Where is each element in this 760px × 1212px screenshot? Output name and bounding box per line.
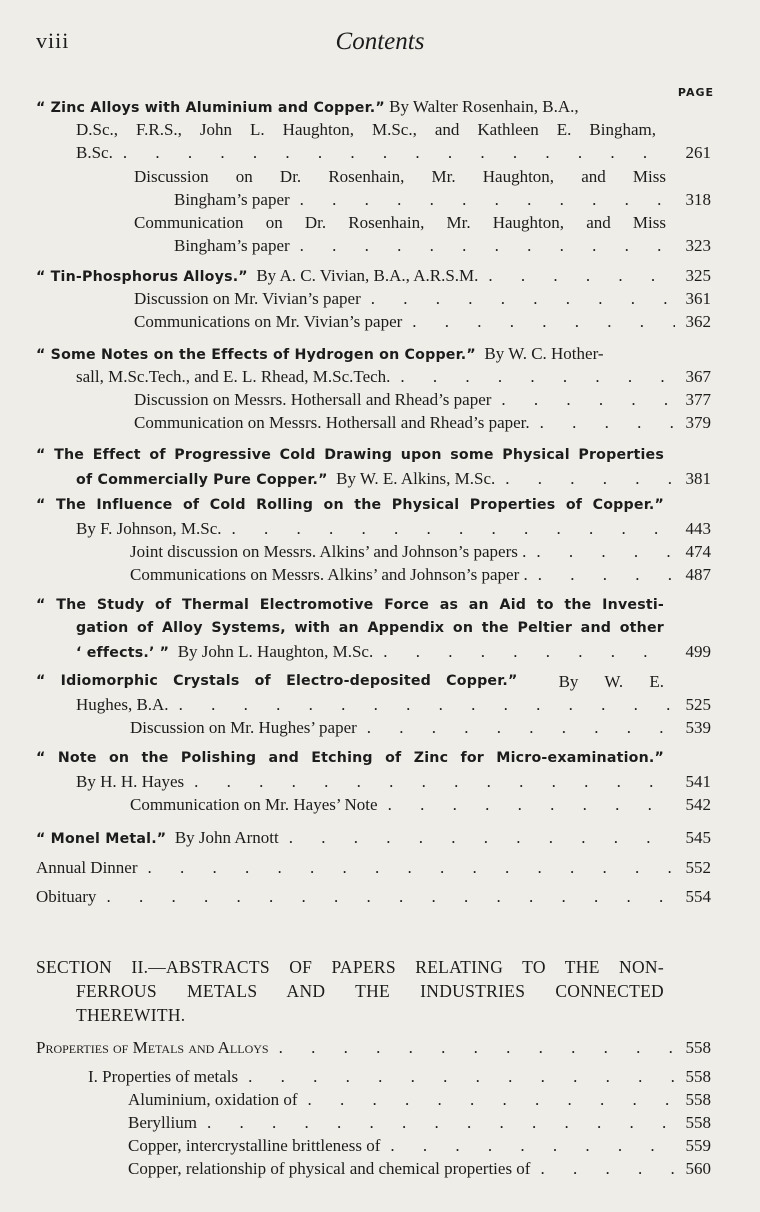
entry-authors: By A. C. Vivian, B.A., A.R.S.M.: [256, 266, 479, 285]
page-number: 261: [685, 143, 711, 162]
page-number: 487: [685, 565, 711, 584]
page-number: 325: [685, 266, 711, 285]
entry-title: “ Note on the Polishing and Etching of Zinc for Micro-examination.”: [36, 750, 664, 766]
toc-entry-thermal-emf: [36, 594, 711, 663]
entry-authors: By Walter Rosenhain, B.A.,: [389, 97, 579, 116]
page-number: 361: [685, 289, 711, 308]
entry-title: “ The Study of Thermal Electromotive Force as an Aid to the Investi-: [36, 597, 664, 613]
page-number: 323: [685, 236, 711, 255]
page-number: 318: [685, 190, 711, 209]
toc-entry-obituary: [36, 885, 711, 908]
running-title: Contents: [335, 28, 425, 55]
sub-entry-leader-line: Bingham’s paper . . . 323: [36, 234, 711, 257]
toc-entry-zinc-alloys: [36, 95, 711, 257]
page-number: 554: [685, 887, 711, 906]
entry-leader-line: Hughes, B.A. . . . 525: [36, 693, 711, 716]
entry-authors: By John Arnott: [174, 828, 279, 847]
page-number: 377: [685, 390, 711, 409]
entry-title: “ The Effect of Progressive Cold Drawing upon some Physical Properties: [36, 447, 664, 463]
page-number: 379: [685, 413, 711, 432]
section-ii-heading: SECTION II.—ABSTRACTS OF PAPERS RELATING TO THE NON- FERROUS METALS AND THE INDUSTRIES CONNECTED THEREWITH.: [36, 957, 664, 1025]
sub-entry-leader-line: Joint discussion on Messrs. Alkins’ and Johnson’s papers . . . . 474: [36, 540, 711, 563]
sub-entry-leader-line: Discussion on Mr. Hughes’ paper . . . 539: [36, 716, 711, 739]
sub-entry-leader-line: Communications on Mr. Vivian’s paper . . . 362: [36, 310, 711, 333]
toc-entry-hydrogen-copper: [36, 342, 711, 434]
page-number: 525: [685, 695, 711, 714]
toc-item-copper-properties: Copper, relationship of physical and chemical properties of . . . 560: [36, 1157, 711, 1180]
toc-entry-tin-phosphorus: [36, 264, 711, 333]
entry-title: “ The Influence of Cold Rolling on the Physical Properties of Copper.”: [36, 497, 664, 513]
section-ii-list: [36, 1036, 711, 1180]
toc-entry-annual-dinner: [36, 856, 711, 879]
sub-entry-discussion: Discussion on Dr. Rosenhain, Mr. Haughton, and Miss: [134, 167, 666, 186]
entry-leader-line: B.Sc. . . . 261: [36, 141, 711, 164]
page-number: 541: [685, 772, 711, 791]
page-number: 443: [685, 519, 711, 538]
entry-leader-line: ‘ effects.’ ” By John L. Haughton, M.Sc. . . . 499: [36, 640, 711, 663]
entry-leader-line: [36, 264, 711, 287]
page-number: 499: [685, 642, 711, 661]
sub-entry-communication: Communication on Dr. Rosenhain, Mr. Haughton, and Miss: [134, 213, 666, 232]
toc-entry-monel-metal: [36, 826, 711, 849]
entry-title: “ Tin-Phosphorus Alloys.”: [36, 269, 248, 285]
toc-item-properties-metals-alloys: Properties of Metals and Alloys . . . 558: [36, 1036, 711, 1059]
toc-item-properties-of-metals: I. Properties of metals . . . 558: [36, 1065, 711, 1088]
toc-entry-cold-rolling: [36, 494, 711, 586]
entry-leader-line: By H. H. Hayes . . . 541: [36, 770, 711, 793]
entry-leader-line: Annual Dinner . . . 552: [36, 856, 711, 879]
page-number: 552: [685, 858, 711, 877]
entry-authors-cont: D.Sc., F.R.S., John L. Haughton, M.Sc., and Kathleen E. Bingham,: [76, 120, 656, 139]
page-number: 367: [685, 367, 711, 386]
entry-title: “ Zinc Alloys with Aluminium and Copper.”: [36, 100, 385, 116]
sub-entry-leader-line: Discussion on Messrs. Hothersall and Rhead’s paper . . . 377: [36, 388, 711, 411]
sub-entry-leader-line: Discussion on Mr. Vivian’s paper . . . 361: [36, 287, 711, 310]
page-number: 558: [685, 1067, 711, 1086]
page-number: 559: [685, 1136, 711, 1155]
page-column-label: PAGE: [677, 86, 714, 99]
entry-authors: By John L. Haughton, M.Sc.: [177, 642, 374, 661]
page-number: 560: [685, 1159, 711, 1178]
page-number: 545: [685, 828, 711, 847]
page-number: 381: [685, 469, 711, 488]
page-number: 474: [685, 542, 711, 561]
entry-leader-line: By F. Johnson, M.Sc. . . . 443: [36, 517, 711, 540]
toc-entry-polishing-etching: [36, 747, 711, 816]
entry-authors: By W. C. Hother-: [484, 344, 604, 363]
page-number: 362: [685, 312, 711, 331]
entry-authors: By W. E.: [558, 672, 664, 691]
entry-leader-line: [36, 826, 711, 849]
entry-title: “ Some Notes on the Effects of Hydrogen on Copper.”: [36, 347, 476, 363]
page-number: 542: [685, 795, 711, 814]
entry-leader-line: sall, M.Sc.Tech., and E. L. Rhead, M.Sc.Tech. . . . 367: [36, 365, 711, 388]
sub-entry-leader-line: Bingham’s paper . . . 318: [36, 188, 711, 211]
toc-item-aluminium: Aluminium, oxidation of . . . 558: [36, 1088, 711, 1111]
entry-leader-line: of Commercially Pure Copper.” By W. E. Alkins, M.Sc. . . . 381: [36, 467, 711, 490]
sub-entry-leader-line: Communication on Messrs. Hothersall and Rhead’s paper. . . . 379: [36, 411, 711, 434]
toc-item-copper-brittleness: Copper, intercrystalline brittleness of . . . 559: [36, 1134, 711, 1157]
entry-leader-line: Obituary . . . 554: [36, 885, 711, 908]
entry-title: “ Monel Metal.”: [36, 831, 167, 847]
sub-entry-leader-line: Communication on Mr. Hayes’ Note . . . 542: [36, 793, 711, 816]
toc-entry-idiomorphic: [36, 670, 711, 739]
page-number: 558: [685, 1090, 711, 1109]
entry-title: “ Idiomorphic Crystals of Electro-deposited Copper.”: [36, 673, 518, 689]
page-folio: viii: [36, 28, 70, 53]
page-number: 539: [685, 718, 711, 737]
entry-authors: By W. E. Alkins, M.Sc.: [336, 469, 496, 488]
entry-title-cont: gation of Alloy Systems, with an Appendix on the Peltier and other: [76, 620, 664, 636]
sub-entry-leader-line: Communications on Messrs. Alkins’ and Johnson’s paper . . . . 487: [36, 563, 711, 586]
toc-item-beryllium: Beryllium . . . 558: [36, 1111, 711, 1134]
page-number: 558: [685, 1113, 711, 1132]
page-number: 558: [685, 1038, 711, 1057]
toc-entry-cold-drawing: [36, 444, 711, 490]
